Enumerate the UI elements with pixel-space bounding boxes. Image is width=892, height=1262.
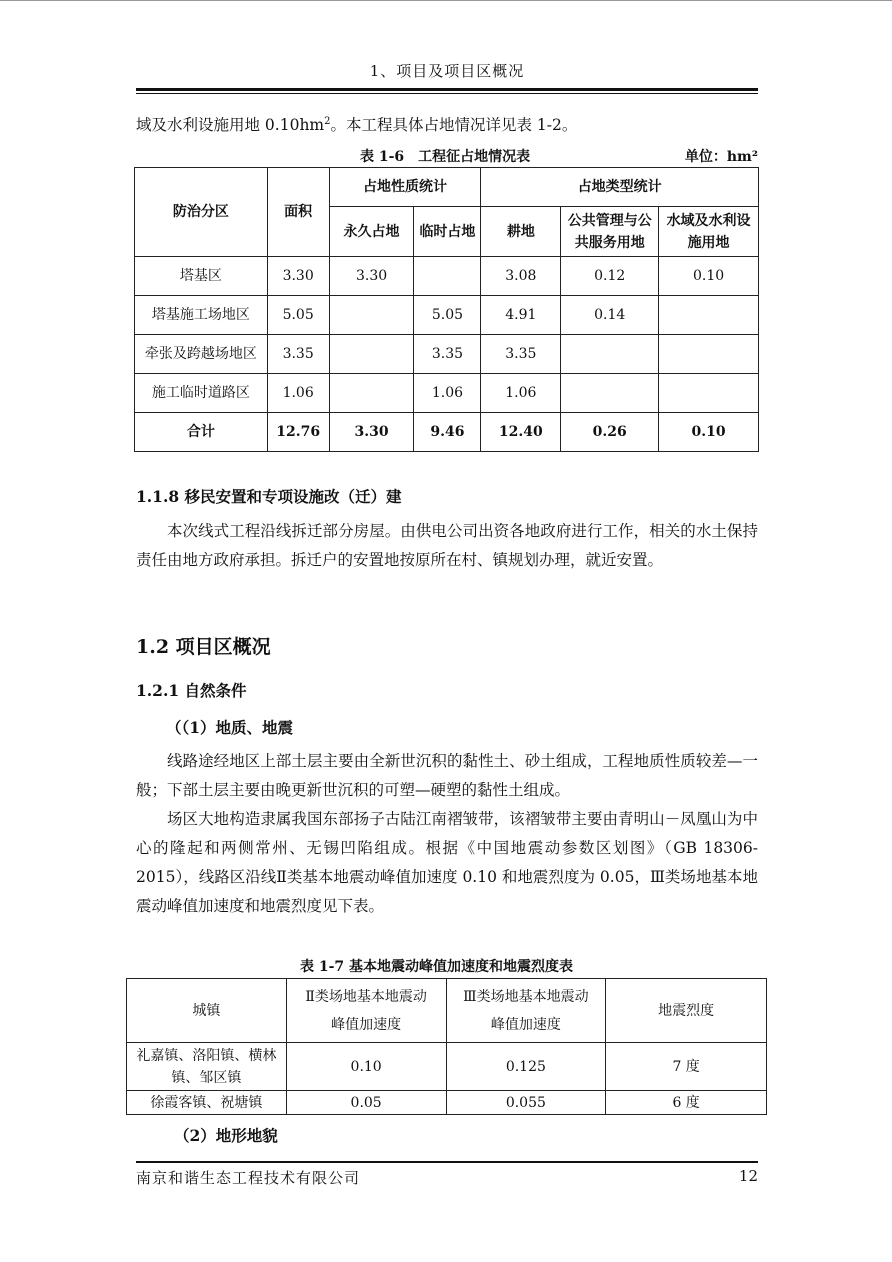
geology-paragraph-1: 线路途经地区上部土层主要由全新世沉积的黏性土、砂土组成，工程地质性质较差—一般；下部土层主要由晚更新世沉积的可塑—硬塑的黏性土组成。 bbox=[136, 752, 758, 799]
table1-header-row-1 bbox=[135, 168, 759, 207]
cell-area: 3.35 bbox=[267, 335, 329, 374]
cell-temporary: 3.35 bbox=[414, 335, 481, 374]
cell-zone: 塔基施工场地区 bbox=[135, 296, 268, 335]
header-type-group: 占地类型统计 bbox=[481, 168, 759, 207]
total-temporary: 9.46 bbox=[414, 413, 481, 452]
total-label: 合计 bbox=[135, 413, 268, 452]
table-row bbox=[135, 335, 759, 374]
cell-temporary: 5.05 bbox=[414, 296, 481, 335]
cell-permanent: 3.30 bbox=[329, 257, 414, 296]
page-number: 12 bbox=[738, 1167, 758, 1185]
cell-farmland: 4.91 bbox=[481, 296, 561, 335]
cell-zone: 施工临时道路区 bbox=[135, 374, 268, 413]
cell-water bbox=[659, 374, 759, 413]
cell-area: 1.06 bbox=[267, 374, 329, 413]
table1-caption: 表 1-6 工程征占地情况表 bbox=[360, 149, 531, 165]
header-water: 水域及水利设施用地 bbox=[659, 207, 759, 257]
heading-1-2: 1.2 项目区概况 bbox=[136, 636, 271, 658]
geology-paragraph-2: 场区大地构造隶属我国东部扬子古陆江南褶皱带，该褶皱带主要由青明山－凤凰山为中心的隆起和两侧常州、无锡凹陷组成。根据《中国地震动参数区划图》（GB 18306-2015），线路区沿线Ⅱ类基本地震动峰值加速度 0.10 和地震烈度为 0.05，Ⅲ类场地基本地震动峰值加速度和地震烈度见下表。 bbox=[136, 810, 758, 915]
cell-permanent bbox=[329, 374, 414, 413]
header-class2: Ⅱ类场地基本地震动峰值加速度 bbox=[286, 979, 446, 1043]
header-temporary: 临时占地 bbox=[414, 207, 481, 257]
section-118-paragraph: 本次线式工程沿线拆迁部分房屋。由供电公司出资各地政府进行工作，相关的水土保持责任由地方政府承担。拆迁户的安置地按原所在村、镇规划办理，就近安置。 bbox=[136, 522, 758, 569]
cell-class3: 0.055 bbox=[446, 1091, 606, 1115]
heading-terrain: （2）地形地貌 bbox=[174, 1126, 278, 1145]
heading-1-1-8: 1.1.8 移民安置和专项设施改（迁）建 bbox=[136, 487, 402, 506]
total-farmland: 12.40 bbox=[481, 413, 561, 452]
cell-farmland: 3.08 bbox=[481, 257, 561, 296]
cell-class2: 0.10 bbox=[286, 1043, 446, 1091]
cell-water bbox=[659, 296, 759, 335]
cell-town: 礼嘉镇、洛阳镇、横林镇、邹区镇 bbox=[127, 1043, 287, 1091]
header-nature-group: 占地性质统计 bbox=[329, 168, 481, 207]
cell-zone: 塔基区 bbox=[135, 257, 268, 296]
running-header: 1、项目及项目区概况 bbox=[369, 62, 525, 80]
seismic-table bbox=[126, 978, 767, 1115]
table2-header-row bbox=[127, 979, 767, 1043]
table-row bbox=[135, 257, 759, 296]
header-area: 面积 bbox=[267, 168, 329, 257]
land-occupation-table bbox=[134, 167, 759, 452]
table1-total-row bbox=[135, 413, 759, 452]
page-top-border bbox=[0, 0, 892, 1]
header-rule-thin bbox=[136, 93, 758, 94]
cell-permanent bbox=[329, 296, 414, 335]
header-permanent: 永久占地 bbox=[329, 207, 414, 257]
total-water: 0.10 bbox=[659, 413, 759, 452]
header-town: 城镇 bbox=[127, 979, 287, 1043]
table-row bbox=[135, 374, 759, 413]
cell-temporary bbox=[414, 257, 481, 296]
header-farmland: 耕地 bbox=[481, 207, 561, 257]
table2-caption: 表 1-7 基本地震动峰值加速度和地震烈度表 bbox=[300, 959, 574, 975]
total-permanent: 3.30 bbox=[329, 413, 414, 452]
cell-intensity: 7 度 bbox=[606, 1043, 767, 1091]
header-rule-thick bbox=[136, 88, 758, 91]
table1-unit: 单位：hm² bbox=[684, 149, 758, 165]
heading-1-2-1: 1.2.1 自然条件 bbox=[136, 681, 247, 700]
cell-class2: 0.05 bbox=[286, 1091, 446, 1115]
cell-public bbox=[561, 374, 659, 413]
cell-public: 0.14 bbox=[561, 296, 659, 335]
intro-line bbox=[136, 111, 758, 140]
header-zone: 防治分区 bbox=[135, 168, 268, 257]
header-intensity: 地震烈度 bbox=[606, 979, 767, 1043]
cell-farmland: 1.06 bbox=[481, 374, 561, 413]
total-area: 12.76 bbox=[267, 413, 329, 452]
intro-text-a: 域及水利设施用地 0.10hm bbox=[136, 116, 325, 134]
cell-permanent bbox=[329, 335, 414, 374]
header-public: 公共管理与公共服务用地 bbox=[561, 207, 659, 257]
cell-water: 0.10 bbox=[659, 257, 759, 296]
intro-text-b: 。本工程具体占地情况详见表 1-2。 bbox=[330, 116, 578, 134]
cell-area: 5.05 bbox=[267, 296, 329, 335]
total-public: 0.26 bbox=[561, 413, 659, 452]
cell-intensity: 6 度 bbox=[606, 1091, 767, 1115]
section-118-body bbox=[136, 517, 758, 575]
cell-farmland: 3.35 bbox=[481, 335, 561, 374]
table-row bbox=[127, 1043, 767, 1091]
table-row bbox=[127, 1091, 767, 1115]
geology-body bbox=[136, 747, 758, 921]
cell-temporary: 1.06 bbox=[414, 374, 481, 413]
footer-company: 南京和谐生态工程技术有限公司 bbox=[136, 1169, 361, 1187]
cell-area: 3.30 bbox=[267, 257, 329, 296]
cell-public: 0.12 bbox=[561, 257, 659, 296]
heading-geology: （（1）地质、地震 bbox=[166, 718, 294, 737]
footer-rule bbox=[136, 1161, 758, 1163]
header-class3: Ⅲ类场地基本地震动峰值加速度 bbox=[446, 979, 606, 1043]
intro-superscript: 2 bbox=[324, 115, 331, 127]
cell-zone: 牵张及跨越场地区 bbox=[135, 335, 268, 374]
cell-town: 徐霞客镇、祝塘镇 bbox=[127, 1091, 287, 1115]
cell-class3: 0.125 bbox=[446, 1043, 606, 1091]
cell-public bbox=[561, 335, 659, 374]
cell-water bbox=[659, 335, 759, 374]
table-row bbox=[135, 296, 759, 335]
